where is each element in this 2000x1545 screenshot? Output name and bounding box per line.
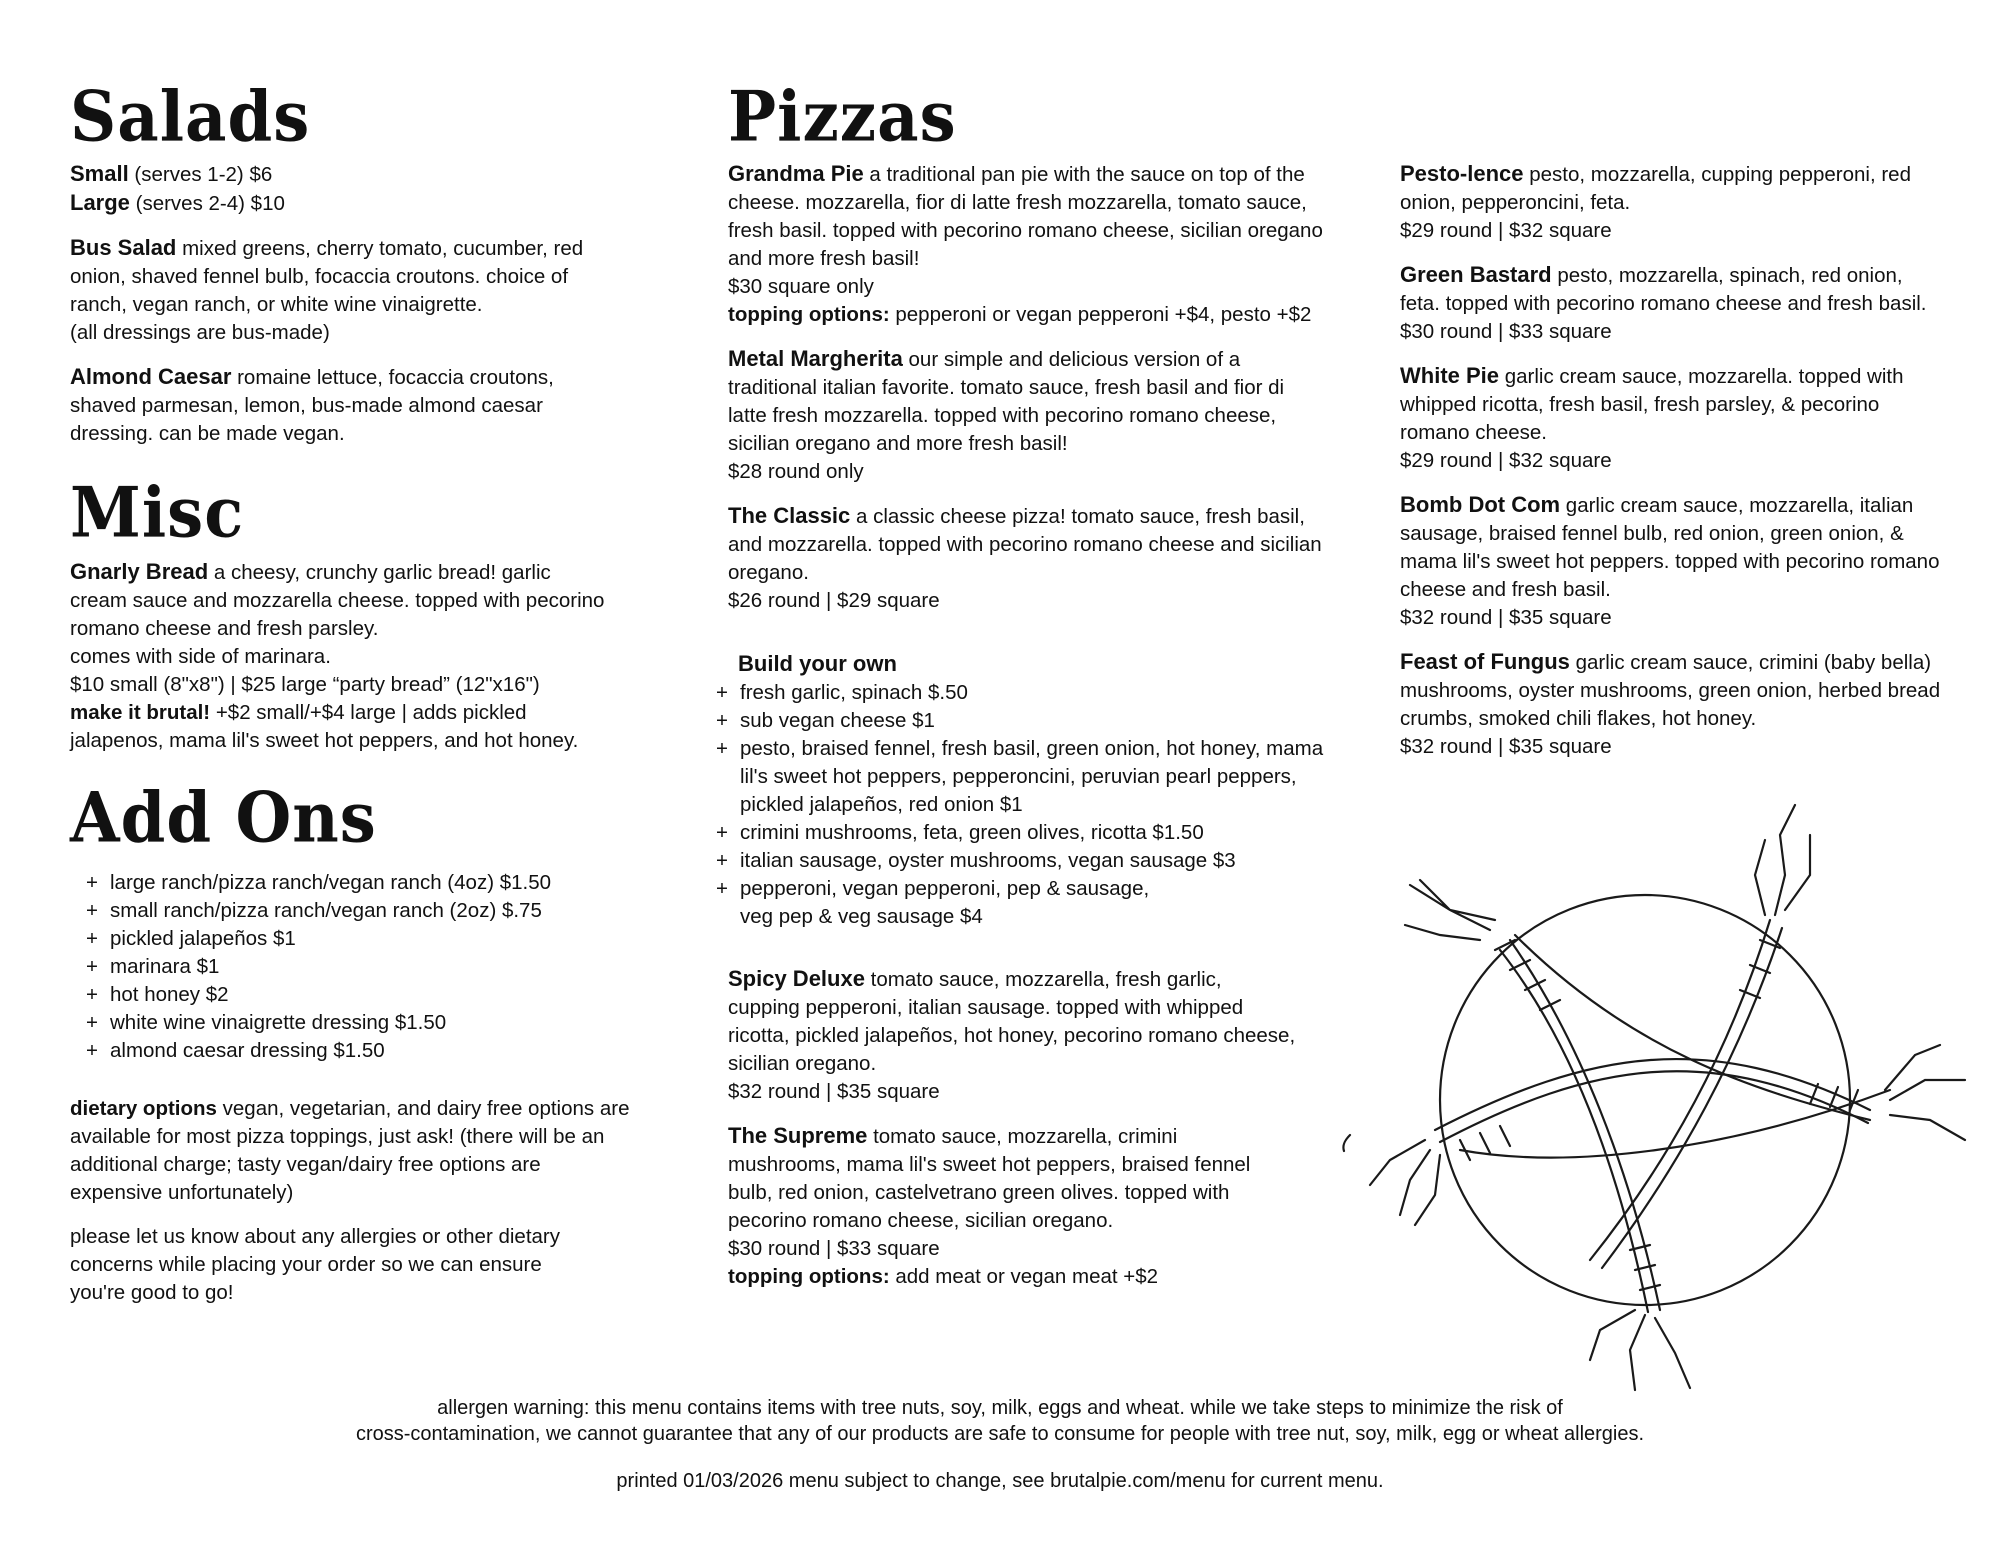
menu-item-feast-of-fungus: Feast of Fungus garlic cream sauce, crimini (baby bella) mushrooms, oyster mushrooms, green onion, herbed bread crumbs, smoked chili flakes, hot honey. $32 round | $35 square: [1400, 649, 1941, 758]
menu-item-spicy-deluxe: Spicy Deluxe tomato sauce, mozzarella, fresh garlic, cupping pepperoni, italian sausage. topped with whipped ricotta, pickled jalapeños, hot honey, pecorino romano cheese, sicilian oregano. $32 round | $35 square: [728, 966, 1296, 1103]
salad-sizes: [70, 160, 630, 218]
menu-item-metal-margherita: Metal Margherita our simple and delicious version of a traditional italian favorite. tomato sauce, fresh basil and fior di latte fresh mozzarella. topped with pecorino romano cheese, sicilian oregano and more fresh basil! $28 round only: [728, 346, 1285, 483]
addons-title: Add Ons: [70, 777, 377, 859]
pizzas-title: Pizzas: [728, 76, 957, 158]
list-item: + large ranch/pizza ranch/vegan ranch (4oz) $1.50: [86, 871, 552, 894]
list-item: + sub vegan cheese $1: [716, 709, 935, 732]
stray-mark: [1343, 1135, 1350, 1151]
feather: [1755, 805, 1810, 915]
menu-item-gnarly-bread: Gnarly Bread a cheesy, crunchy garlic bread! garlic cream sauce and mozzarella cheese. topped with pecorino romano cheese and fresh parsley. comes with side of marinara. $10 small (8"x8") | $25 large “party bread” (12"x16") make it brutal! +$2 small/+$4 large | adds pickled jalapenos, mama lil's sweet hot peppers, and hot honey.: [70, 559, 605, 752]
pentagram-arrows-emblem: [1330, 790, 1980, 1410]
menu-item-bomb-dot-com: Bomb Dot Com garlic cream sauce, mozzarella, italian sausage, braised fennel bulb, red onion, green onion, & mama lil's sweet hot peppers. topped with pecorino romano cheese and fresh basil. $32 round | $35 square: [1400, 492, 1940, 629]
emblem-line: [1515, 935, 1870, 1120]
list-item: + crimini mushrooms, feta, green olives, ricotta $1.50: [716, 821, 1204, 844]
printed-note: printed 01/03/2026 menu subject to change, see brutalpie.com/menu for current menu.: [616, 1470, 1384, 1492]
list-item: + fresh garlic, spinach $.50: [716, 681, 968, 704]
emblem-line: [1602, 928, 1782, 1268]
emblem-line: [1460, 1090, 1890, 1158]
emblem-line: [1590, 920, 1770, 1260]
menu-item-the-classic: The Classic a classic cheese pizza! tomato sauce, fresh basil, and mozzarella. topped with pecorino romano cheese and sicilian oregano. $26 round | $29 square: [728, 503, 1322, 612]
list-item: + pepperoni, vegan pepperoni, pep & sausage, veg pep & veg sausage $4: [716, 877, 1150, 928]
feather: [1370, 1140, 1440, 1225]
menu-item-white-pie: White Pie garlic cream sauce, mozzarella. topped with whipped ricotta, fresh basil, fresh parsley, & pecorino romano cheese. $29 round | $32 square: [1400, 363, 1904, 472]
allergen-warning: allergen warning: this menu contains items with tree nuts, soy, milk, eggs and wheat. while we take steps to minimize the risk of cross-contamination, we cannot guarantee that any of our products are safe to consume for people with tree nut, soy, milk, egg or wheat allergies.: [355, 1397, 1645, 1445]
dietary-options: dietary options vegan, vegetarian, and dairy free options are available for most pizza toppings, just ask! (there will be an additional charge; tasty vegan/dairy free options are expensive unfortunately): [70, 1097, 630, 1204]
list-item: + pickled jalapeños $1: [86, 927, 296, 950]
menu-item-pesto-lence: Pesto-lence pesto, mozzarella, cupping pepperoni, red onion, pepperoncini, feta. $29 round | $32 square: [1400, 161, 1911, 242]
column-middle: [716, 0, 1328, 1307]
salad-size-large: Large (serves 2-4) $10: [70, 190, 285, 215]
menu-item-grandma-pie: Grandma Pie a traditional pan pie with the sauce on top of the cheese. mozzarella, fior di latte fresh mozzarella, tomato sauce, fresh basil. topped with pecorino romano cheese, sicilian oregano and more fresh basil! $30 square only topping options: pepperoni or vegan pepperoni +$4, pesto +$2: [728, 161, 1323, 326]
feather: [1405, 880, 1495, 940]
allergy-note: please let us know about any allergies or other dietary concerns while placing your order so we can ensure you're good to go!: [70, 1225, 561, 1304]
menu-item-almond-caesar: Almond Caesar romaine lettuce, focaccia croutons, shaved parmesan, lemon, bus-made almond caesar dressing. can be made vegan.: [70, 364, 554, 445]
list-item: + pesto, braised fennel, fresh basil, green onion, hot honey, mama lil's sweet hot peppers, pepperoncini, peruvian pearl peppers, pickled jalapeños, red onion $1: [716, 737, 1324, 816]
list-item: + hot honey $2: [86, 983, 229, 1006]
salad-size-small: Small (serves 1-2) $6: [70, 161, 273, 186]
column-right: [1400, 160, 1960, 777]
addons-list: [82, 869, 630, 1065]
list-item: + marinara $1: [86, 955, 220, 978]
menu-item-green-bastard: Green Bastard pesto, mozzarella, spinach, red onion, feta. topped with pecorino romano cheese and fresh basil. $30 round | $33 square: [1400, 262, 1927, 343]
feather: [1885, 1045, 1965, 1140]
salads-title: Salads: [70, 76, 311, 158]
build-your-own-title: Build your own: [738, 651, 897, 676]
build-your-own-list: [712, 679, 1328, 931]
emblem-line: [1500, 950, 1648, 1312]
menu-item-bus-salad: Bus Salad mixed greens, cherry tomato, cucumber, red onion, shaved fennel bulb, focaccia croutons. choice of ranch, vegan ranch, or white wine vinaigrette. (all dressings are bus-made): [70, 235, 584, 344]
misc-title: Misc: [70, 472, 245, 554]
build-your-own: [716, 649, 1328, 931]
list-item: + italian sausage, oyster mushrooms, vegan sausage $3: [716, 849, 1236, 872]
list-item: + almond caesar dressing $1.50: [86, 1039, 385, 1062]
list-item: + small ranch/pizza ranch/vegan ranch (2oz) $.75: [86, 899, 542, 922]
feather: [1590, 1310, 1690, 1390]
list-item: + white wine vinaigrette dressing $1.50: [86, 1011, 447, 1034]
menu-item-the-supreme: The Supreme tomato sauce, mozzarella, crimini mushrooms, mama lil's sweet hot peppers, braised fennel bulb, red onion, castelvetrano green olives. topped with pecorino romano cheese, sicilian oregano. $30 round | $33 square topping options: add meat or vegan meat +$2: [728, 1123, 1251, 1288]
column-left: [70, 0, 630, 1323]
